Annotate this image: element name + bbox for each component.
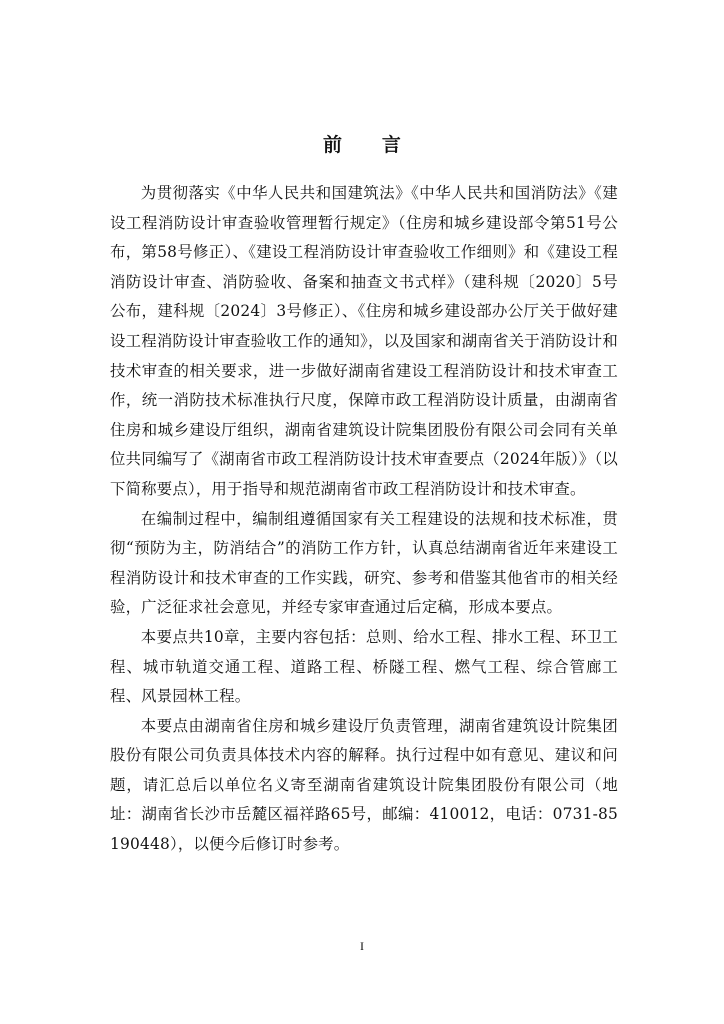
page-title: 前言 xyxy=(323,134,441,156)
paragraph-management: 本要点由湖南省住房和城乡建设厅负责管理，湖南省建筑设计院集团股份有限公司负责具体技术内容的解释。执行过程中如有意见、建议和问题，请汇总后以单位名义寄至湖南省建筑设计院集团股份有限公司（地址：湖南省长沙市岳麓区福祥路65号，邮编：410012，电话：0731-85190448），以便今后修订时参考。 xyxy=(110,716,618,854)
paragraph-compilation: 在编制过程中，编制组遵循国家有关工程建设的法规和技术标准，贯彻“预防为主，防消结合”的消防工作方针，认真总结湖南省近年来建设工程消防设计和技术审查的工作实践，研究、参考和借鉴其他省市的相关经验，广泛征求社会意见，并经专家审查通过后定稿，形成本要点。 xyxy=(110,509,618,617)
preface-body xyxy=(110,179,618,860)
page-number: I xyxy=(360,939,364,953)
paragraph-contents: 本要点共10章，主要内容包括：总则、给水工程、排水工程、环卫工程、城市轨道交通工程、道路工程、桥隧工程、燃气工程、综合管廊工程、风景园林工程。 xyxy=(110,627,618,706)
paragraph-purpose: 为贯彻落实《中华人民共和国建筑法》《中华人民共和国消防法》《建设工程消防设计审查验收管理暂行规定》（住房和城乡建设部令第51号公布，第58号修正）、《建设工程消防设计审查验收工作细则》和《建设工程消防设计审查、消防验收、备案和抽查文书式样》（建科规〔2020〕5号公布，建科规〔2024〕3号修正）、《住房和城乡建设部办公厅关于做好建设工程消防设计审查验收工作的通知》，以及国家和湖南省关于消防设计和技术审查的相关要求，进一步做好湖南省建设工程消防设计和技术审查工作，统一消防技术标准执行尺度，保障市政工程消防设计质量，由湖南省住房和城乡建设厅组织，湖南省建筑设计院集团股份有限公司会同有关单位共同编写了《湖南省市政工程消防设计技术审查要点（2024年版）》（以下简称要点），用于指导和规范湖南省市政工程消防设计和技术审查。 xyxy=(110,184,618,498)
